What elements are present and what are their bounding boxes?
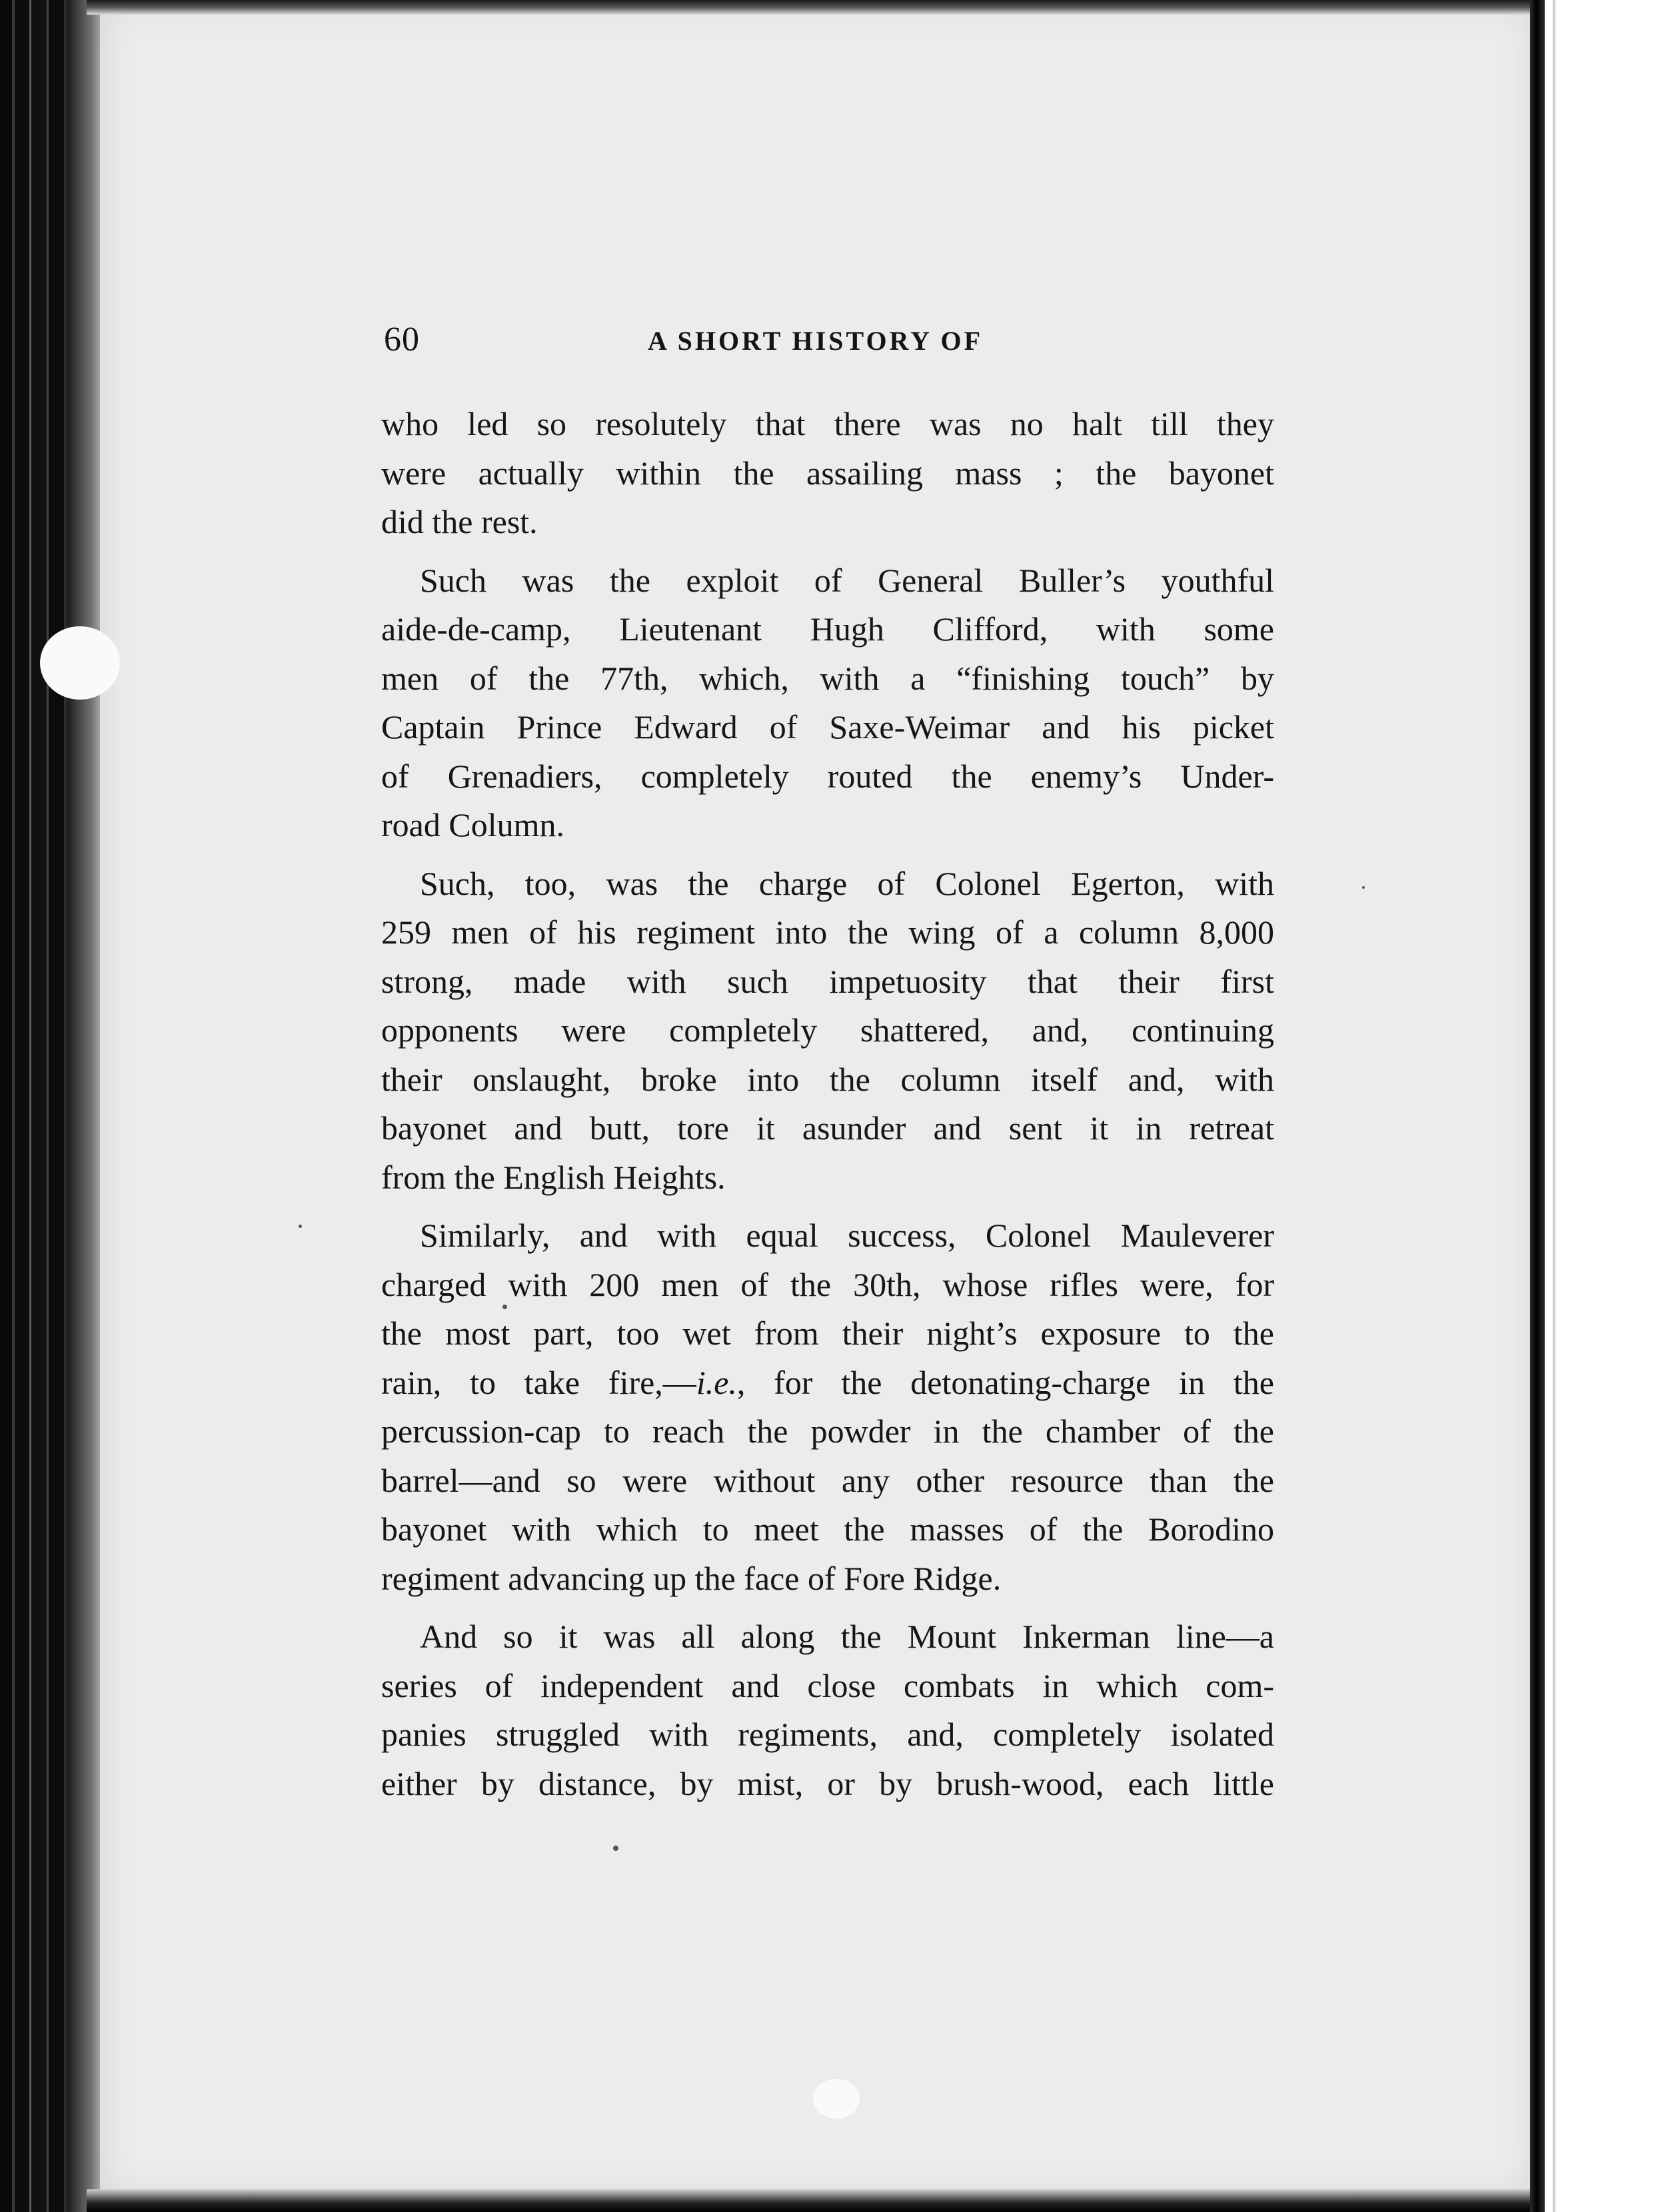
text-line: regiment advancing up the face of Fore Ridge. <box>381 1559 1002 1597</box>
text-line: opponents were completely shattered, and, continuing <box>381 1011 1274 1049</box>
text-line: of Grenadiers, completely routed the enemy’s Under- <box>381 757 1274 795</box>
page-top-edge <box>87 0 1553 15</box>
paragraph <box>381 859 1274 1203</box>
text-line: Such was the exploit of General Buller’s youthful <box>420 561 1274 599</box>
text-line: their onslaught, broke into the column itself and, with <box>381 1060 1274 1098</box>
page-header <box>384 320 1277 366</box>
text-line: strong, made with such impetuosity that their first <box>381 962 1274 1000</box>
paper-blemish <box>40 626 120 700</box>
paper-blemish <box>813 2079 860 2119</box>
text-line: And so it was all along the Mount Inkerman line—a <box>420 1618 1274 1655</box>
body-text <box>381 400 1274 1818</box>
paragraph <box>381 556 1274 850</box>
paper-speck <box>299 1225 302 1228</box>
text-line: charged with 200 men of the 30th, whose rifles were, for <box>381 1265 1274 1303</box>
text-line: series of independent and close combats in which com- <box>381 1666 1274 1704</box>
text-line: the most part, too wet from their night’s exposure to the <box>381 1315 1274 1352</box>
text-line: rain, to take fire,—i.e., for the detonating-charge in the <box>381 1363 1274 1401</box>
page-bottom-edge <box>87 2189 1553 2212</box>
text-line: aide-de-camp, Lieutenant Hugh Clifford, with some <box>381 610 1274 648</box>
text-line: from the English Heights. <box>381 1158 726 1196</box>
text-line: did the rest. <box>381 503 538 540</box>
text-line: Similarly, and with equal success, Colonel Mauleverer <box>420 1217 1274 1254</box>
text-line: 259 men of his regiment into the wing of a column 8,000 <box>381 913 1274 951</box>
facing-page-border <box>1553 0 1555 2212</box>
paragraph <box>381 1211 1274 1603</box>
text-line: Captain Prince Edward of Saxe-Weimar and his picket <box>381 708 1274 746</box>
running-head: A SHORT HISTORY OF <box>648 326 984 356</box>
text-line: bayonet and butt, tore it asunder and sent it in retreat <box>381 1109 1274 1147</box>
text-line: panies struggled with regiments, and, completely isolated <box>381 1716 1274 1753</box>
text-line: were actually within the assailing mass ; the bayonet <box>381 454 1274 492</box>
text-line: percussion-cap to reach the powder in the chamber of the <box>381 1412 1274 1450</box>
paragraph <box>381 400 1274 547</box>
text-line: men of the 77th, which, with a “finishing touch” by <box>381 659 1274 697</box>
text-line: either by distance, by mist, or by brush-wood, each little <box>381 1764 1274 1802</box>
paper-speck <box>1362 886 1365 889</box>
text-line: Such, too, was the charge of Colonel Egerton, with <box>420 864 1274 902</box>
text-line: who led so resolutely that there was no halt till they <box>381 405 1274 442</box>
facing-page-strip <box>1545 0 1658 2212</box>
paper-speck <box>613 1846 618 1851</box>
text-line: barrel—and so were without any other resource than the <box>381 1461 1274 1499</box>
paragraph <box>381 1612 1274 1808</box>
text-line: road Column. <box>381 806 564 843</box>
page-fold <box>1530 0 1545 2212</box>
page-number: 60 <box>384 320 420 358</box>
text-line: bayonet with which to meet the masses of the Borodino <box>381 1510 1274 1548</box>
